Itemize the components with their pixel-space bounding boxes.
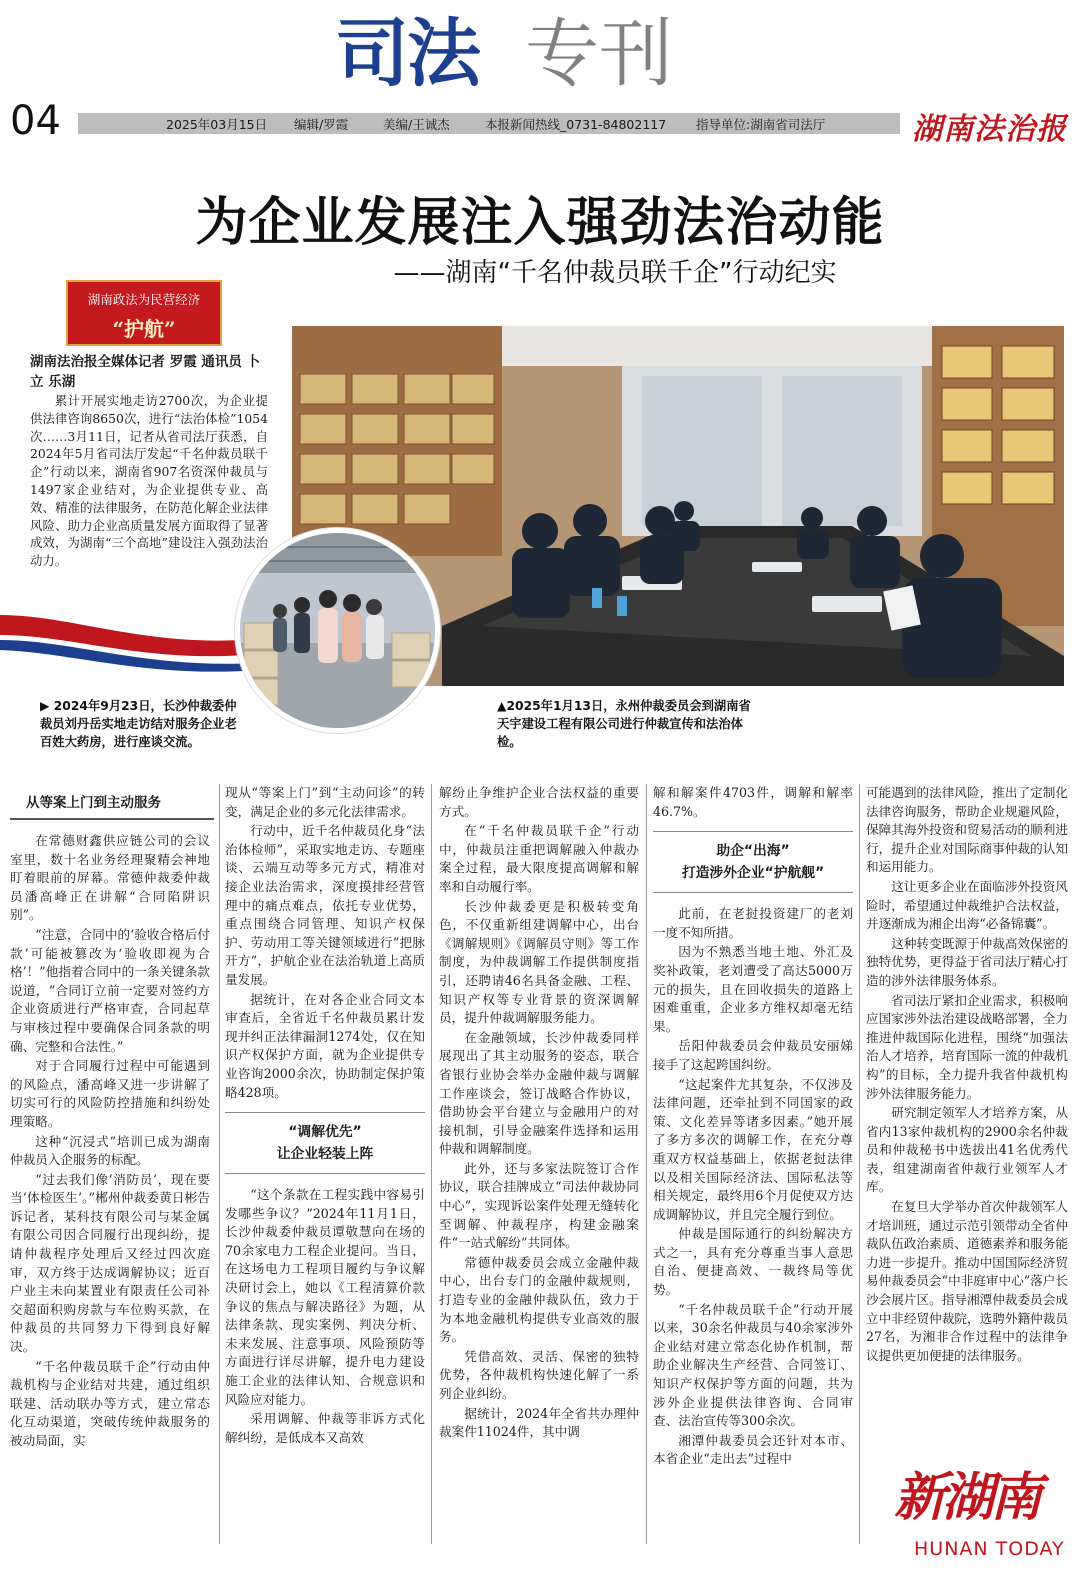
badge-line2: “护航”	[112, 317, 176, 341]
guide-unit: 指导单位:湖南省司法厅	[696, 117, 826, 132]
brand-logo: 湖南法治报	[912, 112, 1067, 147]
caption-meeting: ▲2025年1月13日，永州仲裁委员会到湖南省天宇建设工程有限公司进行仲裁宣传和法治体检。	[497, 699, 751, 749]
paragraph: 此外，还与多家法院签订合作协议，联合挂牌成立“司法仲裁协同中心”，实现诉讼案件处理无缝转化至调解、仲裁程序，构建金融案件“一站式解纷”共同体。	[439, 1160, 639, 1251]
paragraph: 行动中，近千名仲裁员化身“法治体检师”，采取实地走访、专题座谈、云端互动等多元方式，精准对接企业法治需求，深度摸排经营管理中的痛点难点，依托专业优势，重点围绕合同管理、知识产权保护、劳动用工等关键领域进行“把脉开方”，护航企业在法治轨道上高质量发展。	[225, 823, 425, 987]
page-number: 04	[10, 98, 61, 144]
paragraph: 据统计，在对各企业合同文本审查后，全省近千名仲裁员累计发现并纠正法律漏洞1274处，仅在知识产权保护方面，就为企业提供专业咨询2000余次，协助制定保护策略428项。	[225, 991, 425, 1100]
paragraph: 因为不熟悉当地土地、外汇及奖补政策，老刘遭受了高达5000万元的损失，且在回收损失的道路上困难重重，企业多方维权却毫无结果。	[653, 944, 853, 1034]
section-title-2-line2: 让企业轻装上阵	[276, 1146, 374, 1163]
section-title-2	[225, 1112, 425, 1174]
paragraph: “千名仲裁员联千企”行动由仲裁机构与企业结对共建，通过组织联建、活动联办等方式，建立常态化互动渠道，突破传统仲裁服务的被动局面，实	[10, 1358, 210, 1448]
column-rule-1	[219, 784, 220, 1544]
paragraph: 此前，在老挝投资建厂的老刘一度不知所措。	[653, 906, 853, 940]
editor: 编辑/罗霞	[294, 117, 349, 132]
paragraph: 仲裁是国际通行的纠纷解决方式之一，具有充分尊重当事人意思自治、便捷高效、一裁终局等优势。	[653, 1226, 853, 1298]
hunan-today-logo-cn: 新湖南	[894, 1467, 1039, 1528]
info-bar	[78, 113, 900, 134]
lead-paragraph: 累计开展实地走访2700次，为企业提供法律咨询8650次，进行“法治体检”1054次……3月11日，记者从省司法厅获悉，自2024年5月省司法厅发起“千名仲裁员联千企”行动以来，湖南省907名资深仲裁员与1497家企业结对，为企业提供专业、高效、精准的法律服务，在防范化解企业法律风险、助力企业高质量发展方面取得了显著成效，为湖南“三个高地”建设注入强劲法治动力。	[30, 393, 268, 569]
paragraph: “这起案件尤其复杂，不仅涉及法律问题，还牵扯到不同国家的政策、文化差异等诸多因素。”她开展了多方多次的调解工作，在充分尊重双方权益基础上，依据老挝法律以及相关国际经济法、国际私法等相关规定，最终用6个月促使双方达成调解协议，并且完全履行到位。	[653, 1076, 853, 1222]
paragraph: “注意，合同中的‘验收合格后付款’可能被篡改为‘验收即视为合格’！”他指着合同中的一条关键条款说道，“合同订立前一定要对签约方企业资质进行严格审查，合同起草与审核过程中要确保合同条款的明确、完整和合法性。”	[10, 926, 210, 1054]
column-badge	[66, 280, 222, 346]
paragraph: “这个条款在工程实践中容易引发哪些争议？”2024年11月1日，长沙仲裁委仲裁员谭敬慧向在场的70余家电力工程企业提问。当日，在这场电力工程项目履约与争议解决研讨会上，她以《工程清算价款争议的焦点与解决路径》为题，从法律条款、现实案例、判决分析、未来发展、注意事项、风险预防等方面进行详尽讲解，提升电力建设施工企业的法律认知、合规意识和风险应对能力。	[225, 1187, 425, 1407]
byline: 湖南法治报全媒体记者 罗霞 通讯员 卜立 乐湖	[30, 354, 261, 390]
paragraph: “千名仲裁员联千企”行动开展以来，30余名仲裁员与40余家涉外企业结对建立常态化协作机制，帮助企业解决生产经营、合同签订、知识产权保护等方面的问题，共为涉外企业提供法律咨询、合同审查、法治宣传等300余次。	[653, 1301, 853, 1429]
paragraph: 这种“沉浸式”培训已成为湖南仲裁员入企服务的标配。	[10, 1133, 210, 1168]
hunan-today-logo	[892, 1458, 1065, 1582]
paragraph: 研究制定领军人才培养方案，从省内13家仲裁机构的2900余名仲裁员和仲裁秘书中选拔出41名优秀代表，组建湖南省仲裁行业领军人才库。	[866, 1105, 1068, 1195]
paragraph: 湘潭仲裁委员会还针对本市、本省企业“走出去”过程中	[653, 1432, 853, 1467]
paragraph: 对于合同履行过程中可能遇到的风险点，潘高峰又进一步讲解了切实可行的风险防控措施和纠纷处理策略。	[10, 1058, 210, 1129]
masthead	[335, 8, 755, 100]
article-column-3	[439, 784, 639, 1554]
paragraph: 岳阳仲裁委员会仲裁员安丽娣接手了这起跨国纠纷。	[653, 1038, 853, 1072]
section-title-2-line1: “调解优先”	[288, 1124, 362, 1141]
paragraph: 解纷止争维护企业合法权益的重要方式。	[439, 785, 639, 819]
paragraph: 长沙仲裁委更是积极转变角色，不仅重新组建调解中心，出台《调解规则》《调解员守则》等工作制度，为仲裁调解工作提供制度指引，还聘请46名具备金融、工程、知识产权等专业背景的资深调解员，提升仲裁调解服务能力。	[439, 898, 639, 1026]
column-rule-2	[431, 784, 432, 1544]
section-title-1	[10, 792, 214, 820]
section-title-1-rule	[10, 818, 214, 820]
paragraph: 省司法厅紧扣企业需求，积极响应国家涉外法治建设战略部署，全力推进仲裁国际化进程，围绕“加强法治人才培养，培育国际一流的仲裁机构”的目标，全力提升我省仲裁机构涉外法律服务能力。	[866, 992, 1068, 1101]
issue-date: 2025年03月15日	[166, 117, 268, 132]
article-column-2	[225, 784, 425, 1554]
subhead: ——湖南“千名仲裁员联千企”行动纪实	[393, 258, 837, 288]
paragraph: 这让更多企业在面临涉外投资风险时，希望通过仲裁维护合法权益，并逐渐成为湘企出海“必备锦囊”。	[866, 878, 1068, 932]
caption-warehouse: ▶ 2024年9月23日，长沙仲裁委仲裁员刘丹岳实地走访结对服务企业老百姓大药房，进行座谈交流。	[40, 699, 237, 749]
paragraph: 在金融领域，长沙仲裁委同样展现出了其主动服务的姿态，联合省银行业协会举办金融仲裁与调解工作座谈会，签订战略合作协议，借助协会平台建立与金融用户的对接机制，引导金融案件选择和运用仲裁和调解制度。	[439, 1029, 639, 1157]
paragraph: 可能遇到的法律风险，推出了定制化法律咨询服务，帮助企业规避风险，保障其海外投资和贸易活动的顺利进行，提升企业对国际商事仲裁的认知和运用能力。	[866, 785, 1068, 875]
paragraph: 采用调解、仲裁等非诉方式化解纠纷，是低成本又高效	[225, 1411, 425, 1445]
masthead-title-light: 专刊	[525, 11, 673, 97]
paragraph: 在常德财鑫供应链公司的会议室里，数十名业务经理聚精会神地盯着眼前的屏幕。常德仲裁委仲裁员潘高峰正在讲解“合同陷阱识别”。	[10, 833, 210, 923]
warehouse-photo	[235, 528, 440, 733]
paragraph: 据统计，2024年全省共办理仲裁案件11024件，其中调	[439, 1405, 639, 1440]
badge-line1: 湖南政法为民营经济	[87, 292, 201, 307]
article-column-4	[653, 784, 853, 1554]
headline: 为企业发展注入强劲法治动能	[195, 193, 885, 253]
paragraph: 现从“等案上门”到“主动问诊”的转变，满足企业的多元化法律需求。	[225, 785, 425, 819]
paragraph: 常德仲裁委员会成立金融仲裁中心，出台专门的金融仲裁规则，打造专业的金融仲裁队伍，致力于为本地金融机构提供专业高效的服务。	[439, 1254, 639, 1345]
paragraph: 解和解案件4703件，调解和解率46.7%。	[653, 785, 853, 819]
article-column-1	[10, 832, 210, 1552]
paragraph: 这种转变既源于仲裁高效保密的独特优势，更得益于省司法厅精心打造的涉外法律服务体系。	[866, 935, 1068, 988]
warehouse-photo-illustration	[240, 533, 435, 728]
masthead-title-bold: 司法	[335, 11, 479, 97]
hotline: 本报新闻热线_0731-84802117	[485, 117, 667, 132]
column-rule-3	[646, 784, 647, 1544]
section-title-3-line1: 助企“出海”	[716, 843, 790, 860]
section-title-3	[653, 831, 853, 893]
section-title-1-text: 从等案上门到主动服务	[26, 795, 161, 811]
hunan-today-logo-en: HUNAN TODAY	[914, 1538, 1065, 1560]
paragraph: 在“千名仲裁员联千企”行动中，仲裁员注重把调解融入仲裁办案全过程，最大限度提高调解和解率和自动履行率。	[439, 823, 639, 894]
column-rule-4	[859, 784, 860, 1544]
paragraph: 凭借高效、灵活、保密的独特优势，各仲裁机构快速化解了一系列企业纠纷。	[439, 1348, 639, 1401]
article-column-5	[866, 784, 1068, 1464]
designer: 美编/王诚杰	[383, 117, 450, 132]
section-title-3-line2: 打造涉外企业“护航舰”	[681, 865, 825, 882]
paragraph: 在复旦大学举办首次仲裁领军人才培训班，通过示范引领带动全省仲裁队伍政治素质、道德素养和服务能力进一步提升。推动中国国际经济贸易仲裁委员会“中非庭审中心”落户长沙会展片区。指导湘潭仲裁委员会成立中非经贸仲裁院，选聘外籍仲裁员27名，为湘非合作过程中的法律争议提供更加便捷的法律服务。	[866, 1199, 1068, 1363]
paragraph: “过去我们像‘消防员’，现在要当‘体检医生’。”郴州仲裁委黄日彬告诉记者，某科技有限公司与某金属有限公司因合同履行出现纠纷，提请仲裁程序处理后又经过四次庭审，双方终于达成调解协议；近百户业主未向某置业有限责任公司补交超面积购房款与车位购买款，在仲裁员的共同努力下得到良好解决。	[10, 1171, 210, 1355]
